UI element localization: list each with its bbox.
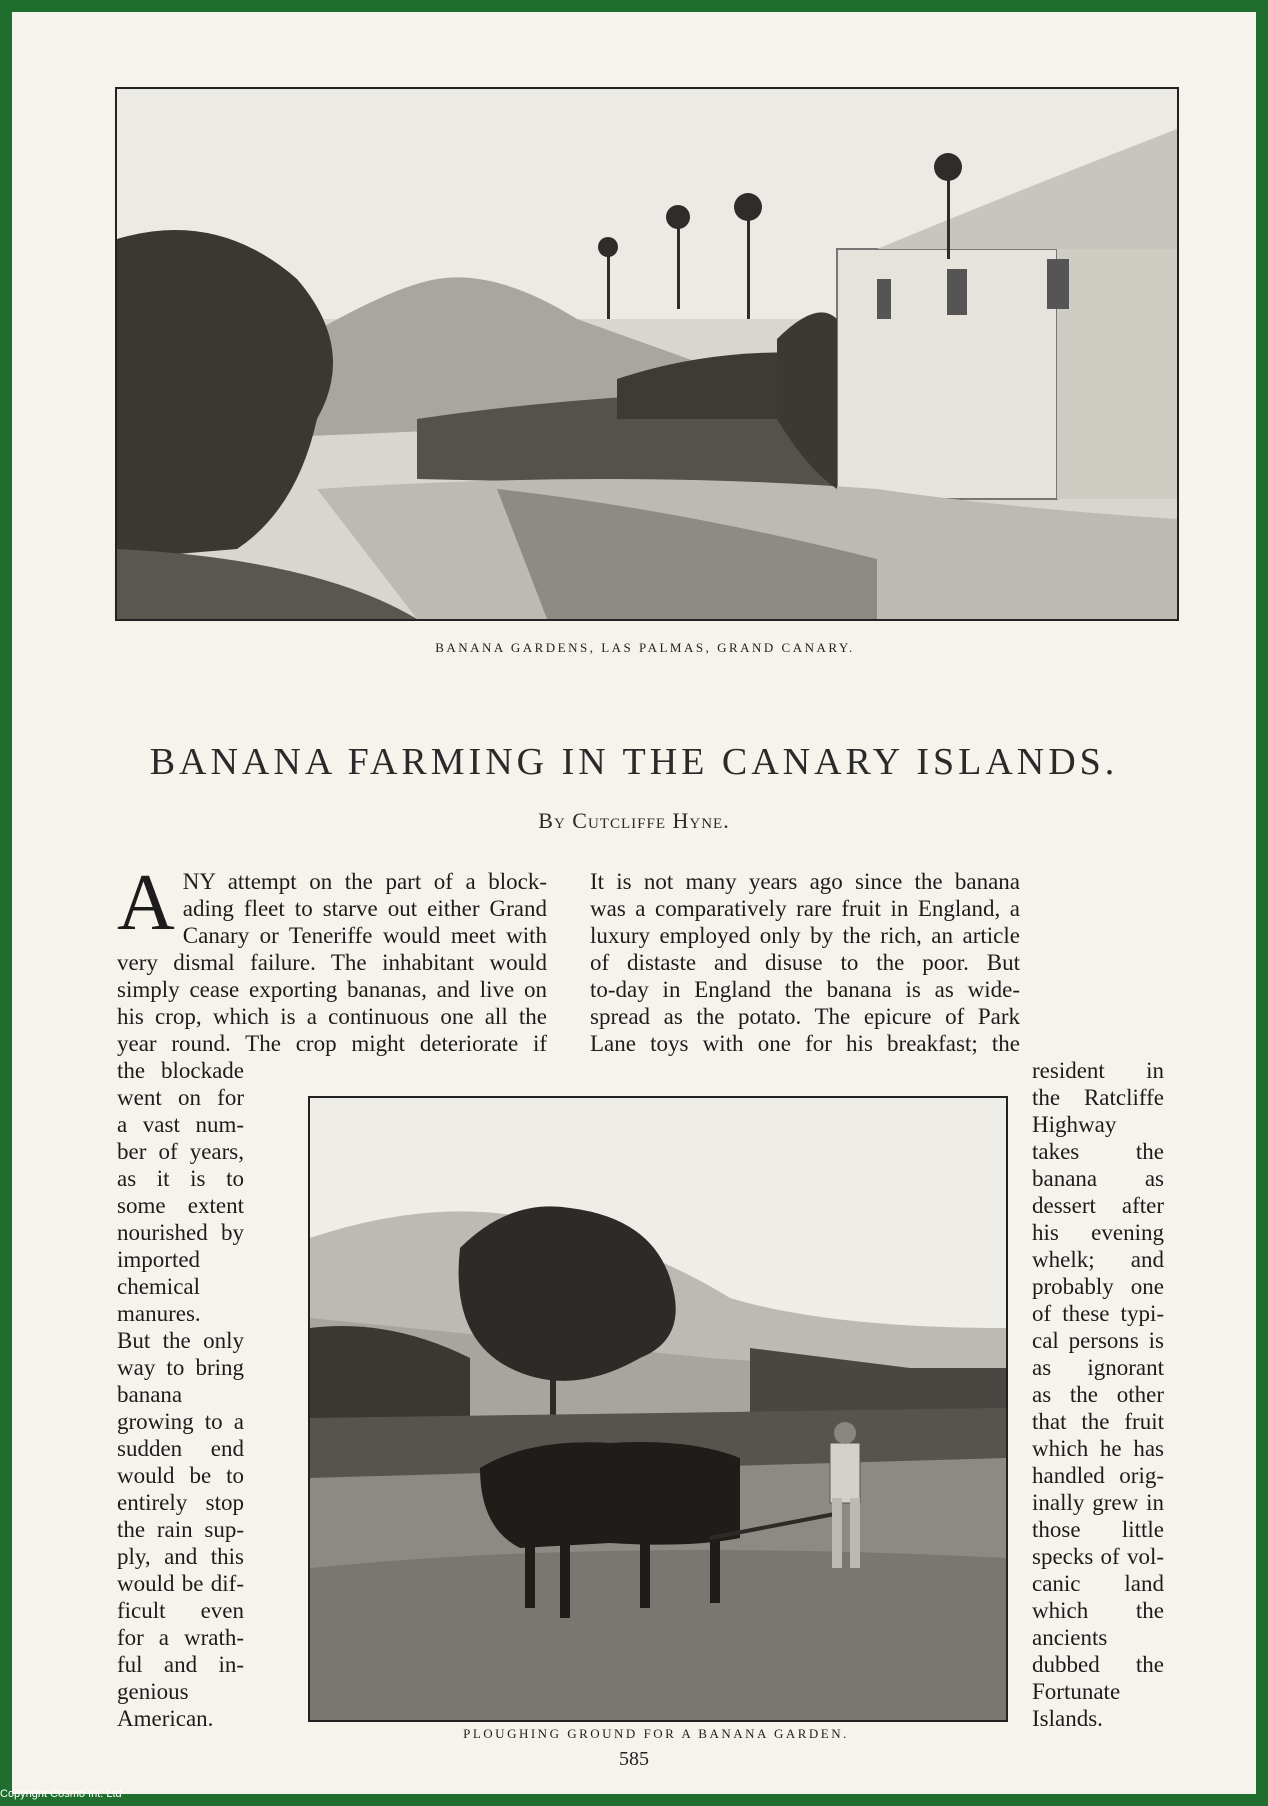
text-line: specks of vol- — [1032, 1544, 1164, 1569]
article-title: BANANA FARMING IN THE CANARY ISLANDS. — [149, 741, 1119, 783]
text-line: way to bring — [117, 1355, 244, 1380]
magazine-page — [12, 12, 1256, 1794]
text-line: Islands. — [1032, 1706, 1103, 1731]
text-line: ading fleet to starve out either Grand — [182, 896, 547, 921]
text-line: handled orig- — [1032, 1463, 1164, 1488]
text-line: Fortunate — [1032, 1679, 1121, 1704]
text-line: to-day in England the banana is as wide- — [590, 977, 1020, 1002]
column-1-narrow — [117, 1057, 244, 1732]
page-number: 585 — [619, 1748, 649, 1770]
text-line: the blockade — [117, 1058, 244, 1083]
text-line: genious — [117, 1679, 189, 1704]
text-line: cal persons is — [1032, 1328, 1164, 1353]
article-byline: By Cutcliffe Hyne. — [538, 808, 730, 833]
banana-gardens-image — [117, 89, 1177, 619]
text-line: inally grew in — [1032, 1490, 1164, 1515]
text-line: a vast num- — [117, 1112, 244, 1137]
text-line: some extent — [117, 1193, 244, 1218]
text-line: manures. — [117, 1301, 201, 1326]
text-line: dessert after — [1032, 1193, 1164, 1218]
text-line: as the other — [1032, 1382, 1164, 1407]
text-line: entirely stop — [117, 1490, 244, 1515]
text-line: Highway — [1032, 1112, 1117, 1137]
drop-cap: A — [117, 859, 175, 947]
text-line: imported — [117, 1247, 201, 1272]
text-line: year round. The crop might deteriorate if — [117, 1031, 547, 1056]
text-line: for a wrath- — [117, 1625, 244, 1650]
ploughing-image — [310, 1098, 1006, 1720]
text-line: ficult even — [117, 1598, 244, 1623]
text-line: which he has — [1032, 1436, 1164, 1461]
text-line: chemical — [117, 1274, 201, 1299]
text-line: growing to a — [117, 1409, 244, 1434]
copyright-notice: Copyright Cosmo Int. Ltd — [0, 1788, 122, 1800]
text-line: banana — [117, 1382, 183, 1407]
text-line: was a comparatively rare fruit in England, a — [590, 896, 1020, 921]
middle-photo-caption: PLOUGHING GROUND FOR A BANANA GARDEN. — [463, 1726, 849, 1741]
text-line: ply, and this — [117, 1544, 244, 1569]
text-line: takes the — [1032, 1139, 1164, 1164]
text-line: of these typi- — [1032, 1301, 1164, 1326]
text-line: the rain sup- — [117, 1517, 244, 1542]
text-line: his evening — [1032, 1220, 1164, 1245]
text-line: as it is to — [117, 1166, 244, 1191]
text-line: spread as the potato. The epicure of Park — [590, 1004, 1020, 1029]
text-line: sudden end — [117, 1436, 244, 1461]
text-line: went on for — [117, 1085, 244, 1110]
text-line: But the only — [117, 1328, 244, 1353]
text-line: of distaste and disuse to the poor. But — [590, 950, 1020, 975]
text-line: whelk; and — [1032, 1247, 1164, 1272]
text-line: American. — [117, 1706, 214, 1731]
text-line: that the fruit — [1032, 1409, 1164, 1434]
text-line: would be to — [117, 1463, 244, 1488]
text-line: as ignorant — [1032, 1355, 1164, 1380]
text-line: ancients — [1032, 1625, 1108, 1650]
text-line: luxury employed only by the rich, an article — [590, 923, 1020, 948]
text-line: ful and in- — [117, 1652, 244, 1677]
text-line: very dismal failure. The inhabitant would — [117, 950, 547, 975]
ploughing-photo — [308, 1096, 1008, 1722]
column-1-top — [117, 859, 547, 1057]
column-2-narrow — [1032, 1057, 1164, 1732]
text-line: It is not many years ago since the banana — [590, 869, 1020, 894]
text-line: probably one — [1032, 1274, 1164, 1299]
text-line: the Ratcliffe — [1032, 1085, 1164, 1110]
text-line: those little — [1032, 1517, 1164, 1542]
text-line: Canary or Teneriffe would meet with — [182, 923, 547, 948]
text-line: his crop, which is a continuous one all the — [117, 1004, 547, 1029]
text-line: dubbed the — [1032, 1652, 1164, 1677]
text-line: canic land — [1032, 1571, 1164, 1596]
text-line: nourished by — [117, 1220, 244, 1245]
text-line: which the — [1032, 1598, 1164, 1623]
column-2-top — [590, 868, 1020, 1057]
text-line: would be dif- — [117, 1571, 244, 1596]
text-line: banana as — [1032, 1166, 1164, 1191]
top-photo-caption: BANANA GARDENS, LAS PALMAS, GRAND CANARY. — [435, 640, 855, 655]
text-line: simply cease exporting bananas, and live on — [117, 977, 547, 1002]
banana-gardens-photo — [115, 87, 1179, 621]
text-line: NY attempt on the part of a block- — [182, 869, 547, 894]
text-line: ber of years, — [117, 1139, 244, 1164]
text-line: resident in — [1032, 1058, 1164, 1083]
text-line: Lane toys with one for his breakfast; the — [590, 1031, 1020, 1056]
